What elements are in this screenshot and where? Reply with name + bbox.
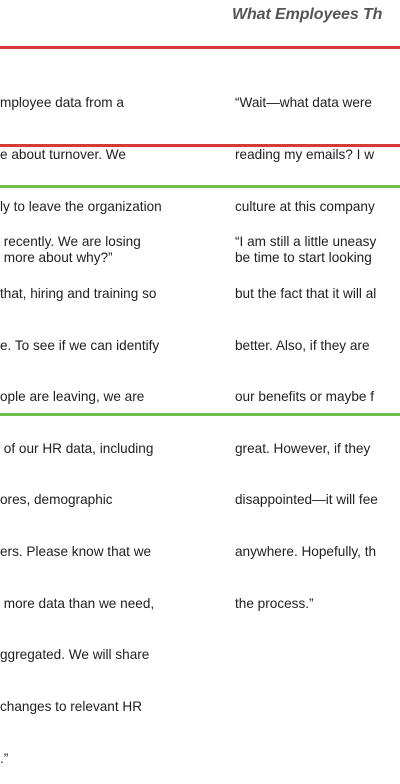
text-line: be time to start looking (235, 250, 372, 266)
row2-bottom-rule (0, 413, 400, 416)
text-line: disappointed—it will fee (235, 492, 378, 508)
text-line: but the fact that it will al (235, 286, 377, 302)
text-line: ores, demographic (0, 492, 113, 508)
text-line: of our HR data, including (0, 440, 154, 456)
row1-top-rule (0, 46, 400, 49)
row2-top-rule (0, 185, 400, 188)
text-line: ople are leaving, we are (0, 389, 145, 405)
text-line: changes to relevant HR (0, 698, 143, 714)
text-line: ly to leave the organization (0, 198, 162, 214)
text-line: culture at this company (235, 198, 375, 214)
text-line: great. However, if they (235, 440, 371, 456)
text-line: our benefits or maybe f (235, 389, 375, 405)
text-line: ers. Please know that we (0, 544, 152, 560)
row2-left-cell (0, 199, 159, 784)
text-line: the process.” (235, 595, 314, 611)
text-line: “I am still a little uneasy (235, 234, 377, 250)
text-line: that, hiring and training so (0, 286, 157, 302)
text-line: anywhere. Hopefully, th (235, 544, 377, 560)
text-line: .” (0, 750, 9, 766)
text-line: e. To see if we can identify (0, 337, 160, 353)
text-line: recently. We are losing (0, 234, 141, 250)
row1-bottom-rule (0, 144, 400, 147)
text-line: mployee data from a (0, 95, 124, 111)
text-line: more about why?” (0, 250, 113, 266)
text-line: more data than we need, (0, 595, 155, 611)
text-line: reading my emails? I w (235, 147, 375, 163)
text-line: “Wait—what data were (235, 95, 372, 111)
text-line: ggregated. We will share (0, 647, 150, 663)
text-line: e about turnover. We (0, 147, 126, 163)
table-header-title: What Employees Th (232, 6, 383, 23)
text-line: better. Also, if they are (235, 337, 370, 353)
